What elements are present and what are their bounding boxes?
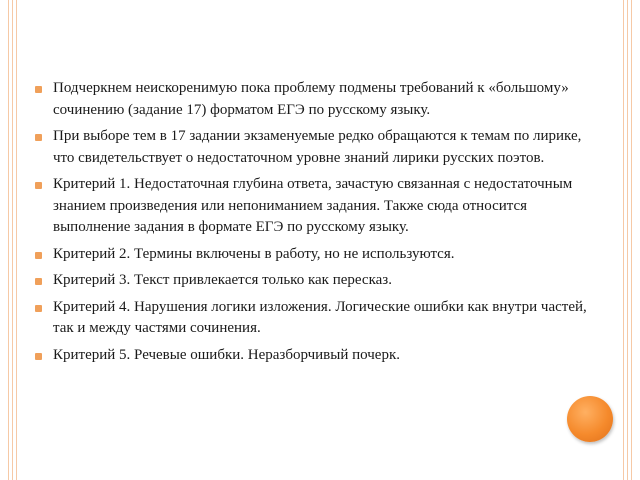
bullet-list — [35, 78, 605, 371]
orange-circle-decoration — [567, 396, 613, 442]
bullet-item: Критерий 2. Термины включены в работу, но не используются. — [35, 244, 605, 266]
bullet-item: Критерий 4. Нарушения логики изложения. Логические ошибки как внутри частей, так и между частями сочинения. — [35, 297, 605, 340]
decorative-rule — [631, 0, 632, 480]
bullet-item: Критерий 1. Недостаточная глубина ответа, зачастую связанная с недостаточным знанием произведения или непониманием задания. Также сюда относится выполнение задания в формате ЕГЭ по русскому языку. — [35, 174, 605, 239]
decorative-rule — [623, 0, 624, 480]
decorative-rule — [12, 0, 13, 480]
bullet-item: Критерий 5. Речевые ошибки. Неразборчивый почерк. — [35, 345, 605, 367]
decorative-rule — [627, 0, 628, 480]
decorative-rule — [16, 0, 17, 480]
bullet-item: При выборе тем в 17 задании экзаменуемые редко обращаются к темам по лирике, что свидетельствует о недостаточном уровне знаний лирики русских поэтов. — [35, 126, 605, 169]
bullet-item: Критерий 3. Текст привлекается только как пересказ. — [35, 270, 605, 292]
decorative-rule — [8, 0, 9, 480]
bullet-item: Подчеркнем неискоренимую пока проблему подмены требований к «большому» сочинению (задание 17) форматом ЕГЭ по русскому языку. — [35, 78, 605, 121]
